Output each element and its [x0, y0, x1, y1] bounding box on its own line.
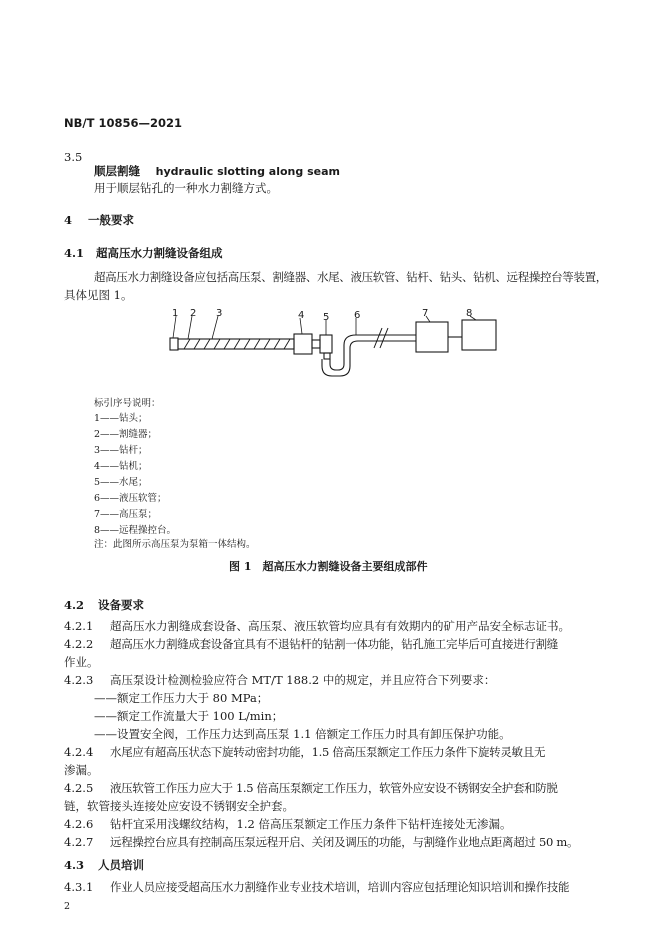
term-heading: [94, 163, 340, 180]
callout-8: 8: [466, 308, 473, 319]
legend-item: 7——高压泵；: [94, 509, 158, 520]
section-4-1-para-line2: 具体见图 1。: [64, 288, 133, 302]
drill-bit-shape: [170, 338, 178, 350]
callout-7: 7: [422, 308, 429, 319]
section-4-3-heading: 4.3 人员培训: [64, 858, 145, 872]
hydraulic-hose-shape: [322, 341, 416, 376]
legend-item: 4——钻机；: [94, 461, 148, 472]
callout-3: 3: [216, 308, 223, 319]
water-swivel-shape: [320, 335, 332, 353]
clause-4-2-4: 4.2.4 水尾应有超高压状态下旋转动密封功能，1.5 倍高压泵额定工作压力条件下旋转灵敏且无: [64, 745, 546, 759]
callout-1: 1: [172, 308, 179, 319]
legend-item: 2——割缝器；: [94, 429, 158, 440]
legend-item: 3——钻杆；: [94, 445, 148, 456]
drill-rig-shape: [294, 334, 312, 354]
list-item: ——额定工作流量大于 100 L/min；: [94, 709, 284, 723]
figure-note: 注：此图所示高压泵为泵箱一体结构。: [94, 539, 256, 550]
section-4-1-para-line1: 超高压水力割缝设备应包括高压泵、割缝器、水尾、液压软管、钻杆、钻头、钻机、远程操控台等装置，: [94, 270, 607, 284]
figure-1-diagram: [160, 308, 500, 388]
callout-6: 6: [354, 310, 361, 321]
section-4-2-heading: 4.2 设备要求: [64, 598, 145, 612]
section-4-1-heading: 4.1 超高压水力割缝设备组成: [64, 246, 223, 260]
clause-4-2-7: 4.2.7 远程操控台应具有控制高压泵远程开启、关闭及调压的功能，与割缝作业地点距离超过 50 m。: [64, 835, 579, 849]
figure-caption: 图 1 超高压水力割缝设备主要组成部件: [229, 560, 428, 573]
clause-4-2-4-cont: 渗漏。: [64, 763, 99, 777]
legend-item: 6——液压软管；: [94, 493, 167, 504]
pump-shape: [416, 322, 448, 352]
term-definition: 用于顺层钻孔的一种水力割缝方式。: [94, 181, 278, 195]
clause-4-2-6: 4.2.6 钻杆宜采用浅螺纹结构，1.2 倍高压泵额定工作压力条件下钻杆连接处无渗漏。: [64, 817, 512, 831]
standard-number: NB/T 10856—2021: [64, 116, 182, 130]
clause-4-3-1: 4.3.1 作业人员应接受超高压水力割缝作业专业技术培训，培训内容应包括理论知识培训和操作技能: [64, 880, 570, 894]
term-number: 3.5: [64, 150, 83, 164]
list-item: ——设置安全阀，工作压力达到高压泵 1.1 倍额定工作压力时具有卸压保护功能。: [94, 727, 511, 741]
callout-2: 2: [190, 308, 197, 319]
callout-4: 4: [298, 310, 305, 321]
clause-4-2-3: 4.2.3 高压泵设计检测检验应符合 MT/T 188.2 中的规定，并且应符合下列要求：: [64, 673, 496, 687]
callout-5: 5: [323, 312, 330, 323]
list-item: ——额定工作压力大于 80 MPa；: [94, 691, 269, 705]
clause-4-2-5-cont: 链，软管接头连接处应安设不锈钢安全护套。: [64, 799, 294, 813]
legend-item: 1——钻头；: [94, 413, 148, 424]
term-zh: 顺层割缝: [94, 164, 140, 178]
console-shape: [462, 320, 496, 350]
page-number: 2: [64, 901, 71, 912]
legend-item: 5——水尾；: [94, 477, 148, 488]
section-4-heading: 4 一般要求: [64, 213, 135, 227]
legend-title: 标引序号说明：: [94, 398, 161, 409]
clause-4-2-1: 4.2.1 超高压水力割缝成套设备、高压泵、液压软管均应具有有效期内的矿用产品安全标志证书。: [64, 619, 570, 633]
term-en: hydraulic slotting along seam: [155, 165, 340, 178]
clause-4-2-2-cont: 作业。: [64, 655, 99, 669]
legend-item: 8——远程操控台。: [94, 525, 177, 536]
clause-4-2-2: 4.2.2 超高压水力割缝成套设备宜具有不退钻杆的钻割一体功能，钻孔施工完毕后可直接进行割缝: [64, 637, 558, 651]
clause-4-2-5: 4.2.5 液压软管工作压力应大于 1.5 倍高压泵额定工作压力，软管外应安设不锈钢安全护套和防脱: [64, 781, 558, 795]
